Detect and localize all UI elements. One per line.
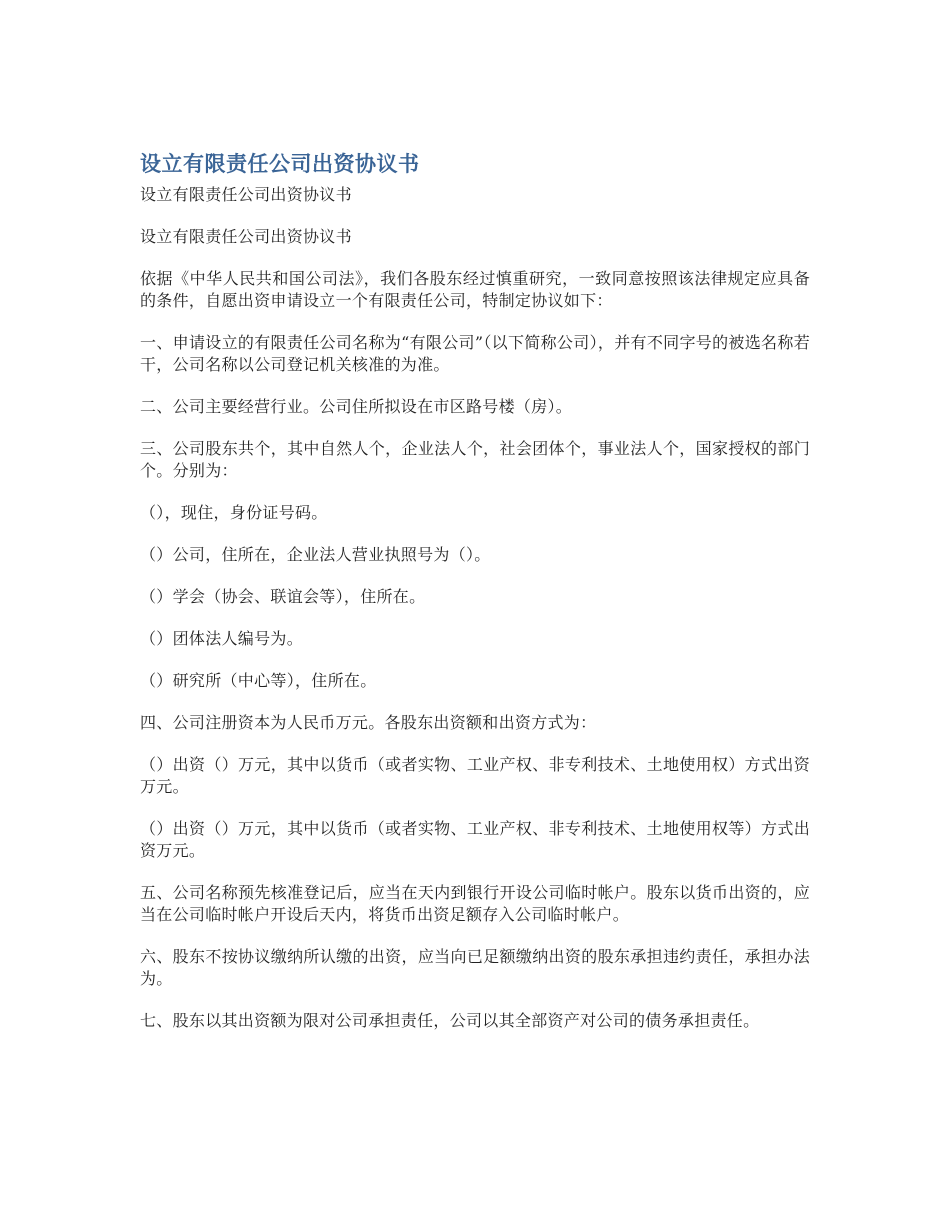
clause-3: 三、公司股东共个，其中自然人个，企业法人个，社会团体个，事业法人个，国家授权的部门个。分别为： [140,439,810,480]
shareholder-item: （）研究所（中心等），住所在。 [140,671,377,690]
document-title: 设立有限责任公司出资协议书 [140,152,420,176]
clause-6: 六、股东不按协议缴纳所认缴的出资，应当向已足额缴纳出资的股东承担违约责任，承担办法为。 [140,947,810,988]
clause-7: 七、股东以其出资额为限对公司承担责任，公司以其全部资产对公司的债务承担责任。 [140,1011,760,1030]
clause-2: 二、公司主要经营行业。公司住所拟设在市区路号楼（房）。 [140,397,573,416]
clause-1: 一、申请设立的有限责任公司名称为“有限公司”（以下简称公司），并有不同字号的被选名称若干，公司名称以公司登记机关核准的为准。 [140,333,810,374]
contribution-item: （）出资（）万元，其中以货币（或者实物、工业产权、非专利技术、土地使用权）方式出资万元。 [140,755,810,796]
subtitle-line: 设立有限责任公司出资协议书 [140,185,352,204]
shareholder-item: （）学会（协会、联谊会等），住所在。 [140,587,426,606]
clause-4: 四、公司注册资本为人民币万元。各股东出资额和出资方式为： [140,713,597,732]
contribution-item: （）出资（）万元，其中以货币（或者实物、工业产权、非专利技术、土地使用权等）方式出资万元。 [140,819,810,860]
subtitle-line: 设立有限责任公司出资协议书 [140,227,352,246]
document-page [140,148,810,1052]
shareholder-item: （）团体法人编号为。 [140,629,304,648]
preamble-paragraph: 依据《中华人民共和国公司法》，我们各股东经过慎重研究，一致同意按照该法律规定应具备的条件，自愿出资申请设立一个有限责任公司，特制定协议如下： [140,269,810,310]
shareholder-item: （）公司，住所在，企业法人营业执照号为（）。 [140,545,491,564]
shareholder-item: （），现住，身份证号码。 [140,503,328,522]
clause-5: 五、公司名称预先核准登记后，应当在天内到银行开设公司临时帐户。股东以货币出资的，应当在公司临时帐户开设后天内，将货币出资足额存入公司临时帐户。 [140,883,810,924]
